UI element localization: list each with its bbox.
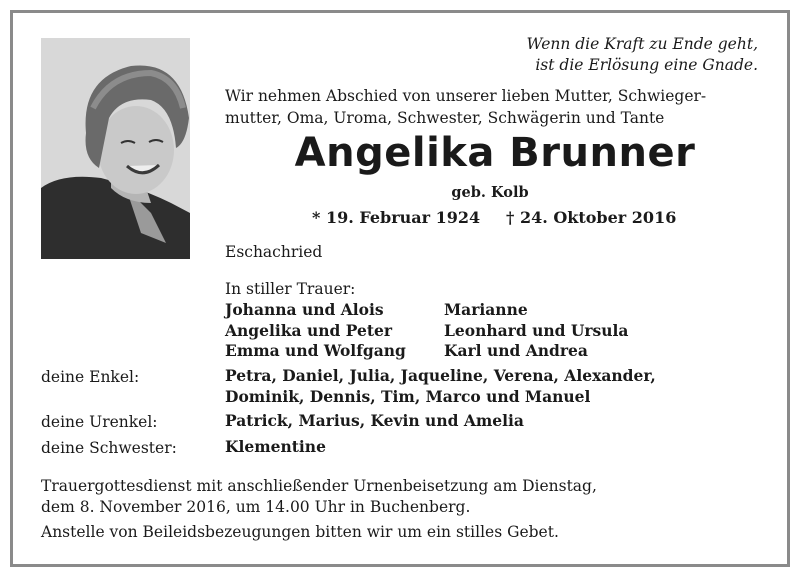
mourner-entry: Johanna und Alois (225, 300, 384, 319)
great-grandchildren-label: deine Urenkel: (41, 413, 158, 431)
mourners-right-column (444, 300, 628, 362)
mourner-entry: Marianne (444, 300, 528, 319)
grandchildren-line-2: Dominik, Dennis, Tim, Marco und Manuel (225, 386, 591, 406)
mourner-entry: Karl und Andrea (444, 341, 588, 360)
grandchildren-label: deine Enkel: (41, 368, 140, 386)
grandchildren-line-1: Petra, Daniel, Julia, Jaqueline, Verena, Alexander, (225, 366, 656, 385)
great-grandchildren-names: Patrick, Marius, Kevin und Amelia (225, 411, 524, 430)
funeral-service-info (41, 476, 597, 517)
portrait-photo (41, 38, 190, 259)
motto-line-2: ist die Erlösung eine Gnade. (535, 56, 758, 74)
grandchildren-names (225, 366, 656, 407)
mourner-entry: Leonhard und Ursula (444, 320, 629, 340)
sister-label: deine Schwester: (41, 439, 177, 457)
condolence-request: Anstelle von Beileidsbezeugungen bitten wir um ein stilles Gebet. (41, 523, 559, 541)
motto-line-1: Wenn die Kraft zu Ende geht, (526, 35, 758, 53)
intro-text (225, 85, 770, 129)
residence-place: Eschachried (225, 243, 323, 261)
death-date: † 24. Oktober 2016 (506, 208, 677, 227)
service-line-1: Trauergottesdienst mit anschließender Urnenbeisetzung am Dienstag, (41, 477, 597, 495)
birth-name: geb. Kolb (451, 184, 529, 201)
service-line-2: dem 8. November 2016, um 14.00 Uhr in Buchenberg. (41, 497, 471, 516)
sister-name: Klementine (225, 437, 326, 456)
mourner-entry: Angelika und Peter (225, 320, 393, 340)
deceased-name: Angelika Brunner (294, 130, 696, 176)
mourner-entry: Emma und Wolfgang (225, 341, 406, 360)
intro-line-1: Wir nehmen Abschied von unserer lieben Mutter, Schwieger- (225, 87, 707, 105)
birth-date: * 19. Februar 1924 (312, 208, 481, 227)
motto-quote (498, 34, 758, 76)
mourning-label: In stiller Trauer: (225, 280, 356, 298)
mourners-left-column (225, 300, 406, 362)
intro-line-2: mutter, Oma, Uroma, Schwester, Schwägerin und Tante (225, 109, 665, 127)
